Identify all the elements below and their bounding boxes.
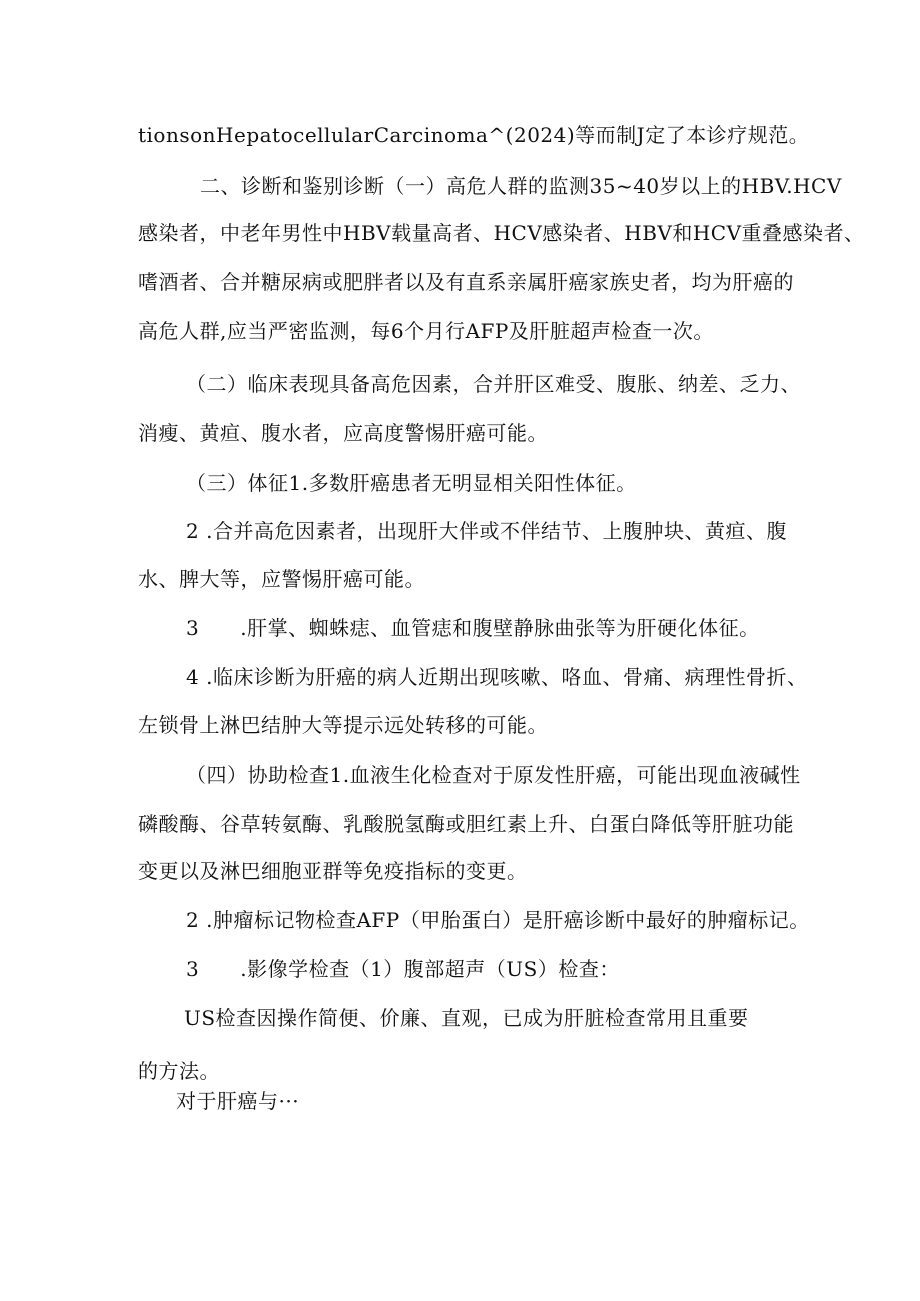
list-item: 3 .影像学检查（1）腹部超声（US）检查：	[186, 957, 620, 981]
list-item: 2 .合并高危因素者，出现肝大伴或不伴结节、上腹肿块、黄疸、腹	[186, 519, 787, 543]
text-line: tionsonHepatocellularCarcinoma^(2024)等而制J定了本诊疗规范。	[138, 123, 810, 147]
text-line: 对于肝癌与···	[176, 1089, 300, 1113]
list-item: 2 .肿瘤标记物检查AFP（甲胎蛋白）是肝癌诊断中最好的肿瘤标记。	[186, 908, 810, 932]
section-heading-line: 二、诊断和鉴别诊断（一）高危人群的监测35~40岁以上的HBV.HCV	[200, 174, 842, 198]
text-line: 高危人群,应当严密监测，每6个月行AFP及肝脏超声检查一次。	[138, 319, 714, 343]
text-line: 左锁骨上淋巴结肿大等提示远处转移的可能。	[138, 713, 548, 737]
text-line: 水、脾大等，应警惕肝癌可能。	[138, 567, 425, 591]
text-line: （四）协助检查1.血液生化检查对于原发性肝癌，可能出现血液碱性	[186, 763, 801, 787]
text-line: 的方法。	[138, 1059, 220, 1083]
text-line: 消瘦、黄疸、腹水者，应高度警惕肝癌可能。	[138, 421, 548, 445]
text-line: 感染者，中老年男性中HBV载量高者、HCV感染者、HBV和HCV重叠感染者、	[138, 221, 865, 245]
text-line: （二）临床表现具备高危因素，合并肝区难受、腹胀、纳差、乏力、	[186, 372, 801, 396]
text-line: 嗜酒者、合并糖尿病或肥胖者以及有直系亲属肝癌家族史者，均为肝癌的	[138, 270, 794, 294]
list-item: 4 .临床诊断为肝癌的病人近期出现咳嗽、咯血、骨痛、病理性骨折、	[186, 665, 808, 689]
text-line: US检查因操作简便、价廉、直观，已成为肝脏检查常用且重要	[184, 1006, 749, 1030]
list-item: 3 .肝掌、蜘蛛痣、血管痣和腹壁静脉曲张等为肝硬化体征。	[186, 616, 760, 640]
text-line: 磷酸酶、谷草转氨酶、乳酸脱氢酶或胆红素上升、白蛋白降低等肝脏功能	[138, 812, 794, 836]
text-line: （三）体征1.多数肝癌患者无明显相关阳性体征。	[186, 471, 637, 495]
text-line: 变更以及淋巴细胞亚群等免疫指标的变更。	[138, 859, 528, 883]
